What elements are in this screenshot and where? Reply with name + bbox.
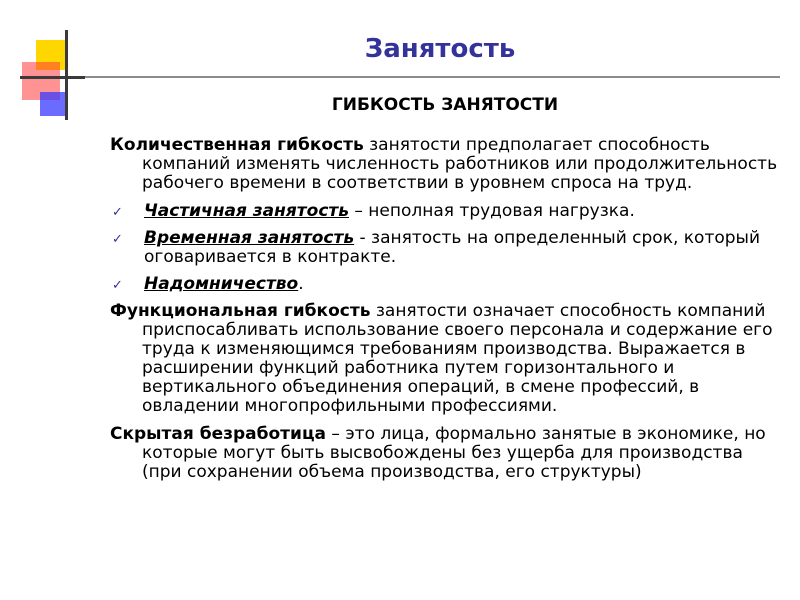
bullet-text: - занятость на определенный срок, который оговаривается в контракте. — [144, 228, 761, 267]
bullet-item — [110, 202, 780, 221]
paragraph-functional-flexibility — [110, 302, 780, 416]
paragraph-quantitative-flexibility — [110, 136, 780, 193]
text-functional-flexibility: занятости означает способность компаний приспосабливать использование своего персонала и содержание его труда к изменяющимся требованиям производства. Выражается в расширении функций работника путем горизонтального и вертикального объединения операций, в смене профессий, в овладении многопрофильными профессиями. — [142, 301, 773, 416]
term-quantitative-flexibility: Количественная гибкость — [110, 135, 364, 155]
decor-horizontal-line — [20, 76, 780, 78]
term-functional-flexibility: Функциональная гибкость — [110, 301, 371, 321]
check-icon: ✓ — [112, 232, 123, 247]
bullet-term: Надомничество — [144, 274, 299, 294]
bullet-term: Временная занятость — [144, 228, 355, 248]
text-hidden-unemployment: – это лица, формально занятые в экономике, но которые могут быть высвобождены без ущерба для производства (при сохранении объема производства, его структуры) — [142, 424, 766, 482]
bullet-text: – неполная трудовая нагрузка. — [349, 201, 635, 221]
bullet-text: . — [298, 274, 304, 294]
paragraph-hidden-unemployment — [110, 425, 780, 482]
text-quantitative-flexibility: занятости предполагает способность компаний изменять численность работников или продолжительность рабочего времени в соответствии в уровнем спроса на труд. — [142, 135, 778, 193]
term-hidden-unemployment: Скрытая безработица — [110, 424, 327, 444]
check-icon: ✓ — [112, 205, 123, 220]
slide-content — [110, 136, 780, 491]
check-icon: ✓ — [112, 278, 123, 293]
bullet-item — [110, 275, 780, 294]
decor-horizontal-line-accent — [20, 76, 85, 79]
bullet-item — [110, 229, 780, 267]
slide-title: Занятость — [364, 34, 516, 64]
slide-subtitle: ГИБКОСТЬ ЗАНЯТОСТИ — [331, 95, 559, 115]
bullet-term: Частичная занятость — [144, 201, 349, 221]
